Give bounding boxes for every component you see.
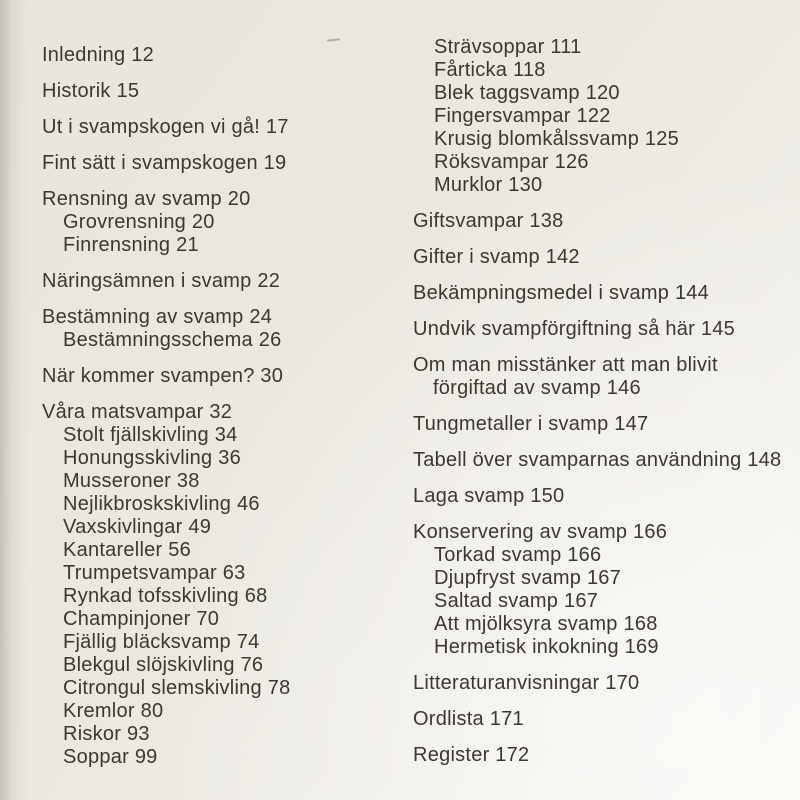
toc-entry-label: Litteraturanvisningar xyxy=(413,672,600,694)
toc-entry xyxy=(42,447,407,470)
toc-entry-label: Ordlista xyxy=(413,708,484,730)
toc-entry-page: 171 xyxy=(489,708,524,730)
toc-entry-page: 169 xyxy=(624,636,659,658)
toc-entry-page: 120 xyxy=(585,82,620,104)
toc-entry-page: 99 xyxy=(134,746,158,768)
toc-entry-page: 30 xyxy=(260,365,284,387)
toc-entry-page: 126 xyxy=(554,151,589,173)
toc-entry-page: 38 xyxy=(176,470,200,492)
toc-entry-page: 70 xyxy=(196,608,220,630)
toc-entry xyxy=(42,677,407,700)
toc-entry xyxy=(413,174,798,197)
toc-group xyxy=(42,270,407,293)
toc-entry xyxy=(413,282,798,305)
toc-entry-label: Champinjoner xyxy=(63,608,191,630)
toc-entry-page: 93 xyxy=(126,723,150,745)
toc-entry-page: 145 xyxy=(700,318,736,340)
toc-entry xyxy=(42,424,407,447)
toc-entry xyxy=(42,188,407,211)
toc-entry xyxy=(413,36,798,59)
toc-entry-label: Torkad svamp xyxy=(434,544,562,566)
toc-entry-label: Honungsskivling xyxy=(63,447,213,469)
toc-group xyxy=(413,354,798,400)
toc-entry xyxy=(413,672,798,695)
toc-entry xyxy=(42,470,407,493)
toc-entry xyxy=(42,493,407,516)
toc-entry-label: Soppar xyxy=(63,746,129,768)
toc-entry-page: 20 xyxy=(227,188,251,210)
toc-entry-label: Fint sätt i svampskogen xyxy=(42,152,258,174)
toc-group xyxy=(413,708,798,731)
toc-group xyxy=(413,246,798,269)
toc-entry xyxy=(42,700,407,723)
toc-entry-page: 166 xyxy=(633,521,668,543)
toc-entry-label: Krusig blomkålssvamp xyxy=(434,128,640,150)
toc-entry-page: 22 xyxy=(257,270,281,292)
toc-entry-label: Röksvampar xyxy=(434,151,549,173)
toc-entry-page: 74 xyxy=(236,631,260,653)
toc-entry-label: Inledning xyxy=(42,44,126,66)
toc-entry-page: 19 xyxy=(263,152,287,174)
toc-entry-page: 146 xyxy=(606,377,641,399)
toc-entry-label: Vaxskivlingar xyxy=(63,516,183,538)
toc-entry xyxy=(413,318,798,341)
toc-entry-page: 78 xyxy=(267,677,291,699)
toc-group xyxy=(413,449,798,472)
toc-group xyxy=(413,485,798,508)
toc-entry-continuation xyxy=(413,377,798,400)
toc-entry-label: Tungmetaller i svamp xyxy=(413,413,609,435)
toc-entry xyxy=(42,608,407,631)
toc-entry-page: 34 xyxy=(214,424,238,446)
toc-entry-page: 168 xyxy=(623,613,658,635)
toc-entry-label: Djupfryst svamp xyxy=(434,567,582,589)
toc-entry-page: 166 xyxy=(567,544,602,566)
toc-entry-label: Citrongul slemskivling xyxy=(63,677,262,699)
toc-entry-page: 17 xyxy=(265,116,289,138)
toc-entry-label: Att mjölksyra svamp xyxy=(434,613,618,635)
toc-entry-page: 46 xyxy=(236,493,260,515)
toc-entry-label: Tabell över svamparnas användning xyxy=(413,449,742,471)
toc-group xyxy=(42,365,407,388)
toc-entry xyxy=(42,211,407,234)
toc-entry-label: Konservering av svamp xyxy=(413,521,628,543)
toc-entry-label: Musseroner xyxy=(63,470,172,492)
toc-entry-page: 170 xyxy=(605,672,640,694)
page-edge-shadow xyxy=(0,0,28,800)
toc-entry-page: 63 xyxy=(222,562,246,584)
toc-entry-page: 49 xyxy=(188,516,212,538)
toc-entry-label: Kantareller xyxy=(63,539,163,561)
toc-entry-page: 150 xyxy=(530,485,565,507)
toc-entry xyxy=(413,636,798,659)
toc-entry-page: 36 xyxy=(218,447,241,469)
toc-entry-label: Våra matsvampar xyxy=(42,401,204,423)
toc-entry-label: förgiftad av svamp xyxy=(433,377,601,399)
toc-entry-page: 68 xyxy=(244,585,268,607)
toc-entry-page: 142 xyxy=(545,246,580,268)
toc-entry xyxy=(413,449,798,472)
toc-entry xyxy=(413,151,798,174)
toc-entry xyxy=(413,485,798,508)
toc-entry-page: 80 xyxy=(140,700,164,722)
toc-entry xyxy=(42,329,407,352)
toc-entry-label: Hermetisk inkokning xyxy=(434,636,619,658)
toc-entry-page: 24 xyxy=(249,306,273,328)
toc-entry-page: 12 xyxy=(131,44,154,66)
toc-entry-page: 167 xyxy=(563,590,599,612)
toc-entry-page: 138 xyxy=(529,210,564,232)
toc-entry-page: 144 xyxy=(674,282,710,304)
toc-column-right xyxy=(413,36,798,780)
toc-entry-page: 148 xyxy=(747,449,782,471)
toc-entry xyxy=(42,80,407,103)
toc-group xyxy=(413,210,798,233)
toc-entry-page: 118 xyxy=(512,59,546,81)
toc-group xyxy=(413,318,798,341)
toc-entry-page: 32 xyxy=(209,401,233,423)
toc-entry xyxy=(413,521,798,544)
toc-entry xyxy=(413,128,798,151)
toc-column-left xyxy=(42,44,407,782)
toc-entry-label: Riskor xyxy=(63,723,122,745)
toc-entry xyxy=(413,744,798,767)
toc-entry xyxy=(413,210,798,233)
toc-entry xyxy=(42,746,407,769)
toc-entry xyxy=(413,613,798,636)
toc-entry xyxy=(413,354,798,377)
toc-entry-label: Strävsoppar xyxy=(434,36,545,58)
toc-entry xyxy=(42,654,407,677)
toc-entry xyxy=(413,544,798,567)
toc-entry-page: 125 xyxy=(644,128,680,150)
toc-entry-page: 122 xyxy=(576,105,611,127)
toc-entry-page: 21 xyxy=(176,234,199,256)
toc-entry xyxy=(413,413,798,436)
toc-entry xyxy=(413,567,798,590)
toc-group xyxy=(413,282,798,305)
toc-entry xyxy=(413,59,798,82)
toc-entry xyxy=(42,516,407,539)
toc-entry-page: 172 xyxy=(495,744,530,766)
toc-entry-label: Gifter i svamp xyxy=(413,246,540,268)
toc-entry-label: Historik xyxy=(42,80,111,102)
toc-entry-label: Rensning av svamp xyxy=(42,188,222,210)
toc-entry-page: 20 xyxy=(191,211,215,233)
toc-group xyxy=(42,306,407,352)
toc-entry-label: Laga svamp xyxy=(413,485,525,507)
toc-entry-label: Kremlor xyxy=(63,700,135,722)
toc-entry-label: Grovrensning xyxy=(63,211,187,233)
toc-entry-label: Fjällig bläcksvamp xyxy=(63,631,231,653)
toc-entry-label: Fårticka xyxy=(434,59,508,81)
toc-entry-label: Rynkad tofsskivling xyxy=(63,585,239,607)
toc-entry-page: 147 xyxy=(614,413,649,435)
toc-group xyxy=(413,36,798,197)
toc-entry-label: Bestämning av svamp xyxy=(42,306,244,328)
toc-group xyxy=(42,188,407,257)
toc-entry-label: Fingersvampar xyxy=(434,105,571,127)
toc-group xyxy=(42,80,407,103)
toc-entry-label: Blekgul slöjskivling xyxy=(63,654,235,676)
toc-entry-label: Undvik svampförgiftning så här xyxy=(413,318,696,340)
toc-entry xyxy=(42,306,407,329)
toc-entry xyxy=(42,270,407,293)
toc-entry-page: 56 xyxy=(168,539,192,561)
toc-entry-label: Trumpetsvampar xyxy=(63,562,217,584)
toc-entry-label: Nejlikbroskskivling xyxy=(63,493,232,515)
toc-entry xyxy=(413,105,798,128)
toc-entry-label: Bestämningsschema xyxy=(63,329,253,351)
toc-entry xyxy=(413,82,798,105)
toc-entry-label: Stolt fjällskivling xyxy=(63,424,209,446)
toc-entry-label: Om man misstänker att man blivit xyxy=(413,354,718,376)
toc-entry xyxy=(42,365,407,388)
toc-entry xyxy=(42,44,407,67)
toc-entry xyxy=(413,246,798,269)
toc-entry xyxy=(42,631,407,654)
toc-entry-label: Blek taggsvamp xyxy=(434,82,580,104)
toc-entry-label: Murklor xyxy=(434,174,503,196)
toc-group xyxy=(42,116,407,139)
toc-entry xyxy=(42,401,407,424)
print-artifact-dash xyxy=(327,38,340,41)
toc-entry-label: Finrensning xyxy=(63,234,171,256)
toc-entry-page: 167 xyxy=(586,567,622,589)
toc-entry-label: Näringsämnen i svamp xyxy=(42,270,252,292)
toc-entry xyxy=(42,234,407,257)
toc-group xyxy=(413,744,798,767)
toc-entry xyxy=(42,723,407,746)
toc-entry-label: Giftsvampar xyxy=(413,210,524,232)
toc-entry-label: När kommer svampen? xyxy=(42,365,255,387)
toc-group xyxy=(413,521,798,659)
toc-entry-page: 130 xyxy=(508,174,543,196)
toc-entry-label: Register xyxy=(413,744,490,766)
toc-group xyxy=(42,44,407,67)
toc-entry xyxy=(413,708,798,731)
toc-entry-page: 76 xyxy=(240,654,264,676)
toc-group xyxy=(42,152,407,175)
toc-group xyxy=(413,413,798,436)
toc-entry-label: Saltad svamp xyxy=(434,590,559,612)
toc-entry xyxy=(42,562,407,585)
toc-group xyxy=(42,401,407,769)
toc-entry xyxy=(413,590,798,613)
toc-entry xyxy=(42,585,407,608)
toc-entry-label: Ut i svampskogen vi gå! xyxy=(42,116,261,138)
toc-entry-page: 111 xyxy=(550,36,582,58)
toc-entry xyxy=(42,152,407,175)
toc-entry xyxy=(42,116,407,139)
toc-entry xyxy=(42,539,407,562)
toc-group xyxy=(413,672,798,695)
toc-entry-page: 26 xyxy=(258,329,282,351)
toc-entry-label: Bekämpningsmedel i svamp xyxy=(413,282,670,304)
toc-entry-page: 15 xyxy=(116,80,140,102)
